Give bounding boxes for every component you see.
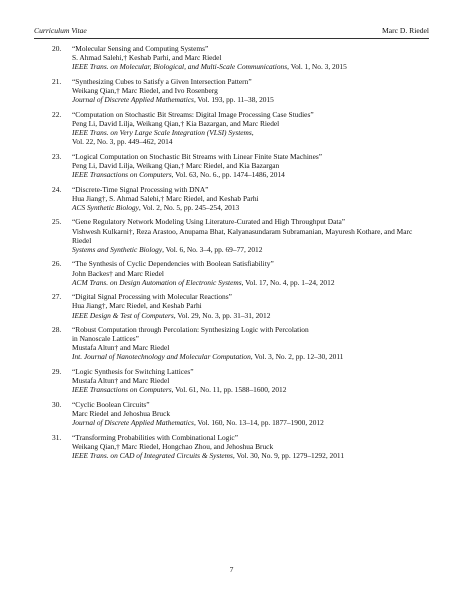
entry-authors: Vishwesh Kulkarni†, Reza Arastoo, Anupama Bhat, Kalyanasundaram Subramanian, Mayuresh Kothare, and Marc Riedel xyxy=(72,226,413,245)
page-header xyxy=(34,26,429,35)
publication-entry xyxy=(34,77,429,104)
entry-number: 20. xyxy=(52,44,62,53)
publication-entry xyxy=(34,44,429,71)
entry-number: 28. xyxy=(52,325,62,335)
entry-title-continued: in Nanoscale Lattices” xyxy=(72,334,139,344)
entry-details: , Vol. 63, No. 6., pp. 1474–1486, 2014 xyxy=(171,169,285,179)
entry-authors: Weikang Qian,† Marc Riedel, Hongchao Zhou, and Jehoshua Bruck xyxy=(72,442,274,451)
entry-venue: ACS Synthetic Biology xyxy=(72,202,139,212)
entry-authors: Hua Jiang†, Marc Riedel, and Keshab Parhi xyxy=(72,301,202,311)
publication-entry xyxy=(34,217,429,253)
entry-title: “The Synthesis of Cyclic Dependencies with Boolean Satisfiability” xyxy=(72,259,274,269)
entry-details: , Vol. 6, No. 3–4, pp. 69–77, 2012 xyxy=(162,244,263,254)
header-title: Curriculum Vitae xyxy=(34,26,87,35)
entry-title: “Digital Signal Processing with Molecular Reactions” xyxy=(72,292,232,302)
entry-details: , Vol. 17, No. 4, pp. 1–24, 2012 xyxy=(241,277,335,287)
header-rule xyxy=(34,38,429,39)
entry-number: 26. xyxy=(52,259,62,269)
entry-details: , Vol. 30, No. 9, pp. 1279–1292, 2011 xyxy=(232,451,345,461)
entry-authors: Weikang Qian,† Marc Riedel, and Ivo Rosenberg xyxy=(72,85,218,95)
page-number: 7 xyxy=(229,565,234,574)
entry-authors: John Backes† and Marc Riedel xyxy=(72,268,164,278)
entry-venue: IEEE Trans. on Very Large Scale Integration (VLSI) Systems xyxy=(72,127,252,137)
entry-details: , Vol. 3, No. 2, pp. 12–30, 2011 xyxy=(250,352,344,362)
entry-title: “Robust Computation through Percolation: Synthesizing Logic with Percolation xyxy=(72,325,309,335)
entry-title: “Synthesizing Cubes to Satisfy a Given Intersection Pattern” xyxy=(72,76,252,86)
entry-venue: IEEE Transactions on Computers xyxy=(72,169,172,179)
publication-entry xyxy=(34,259,429,286)
entry-number: 22. xyxy=(52,109,62,119)
entry-authors: Peng Li, David Lilja, Weikang Qian,† Kia Bazargan, and Marc Riedel xyxy=(72,118,280,128)
publication-entry xyxy=(34,292,429,319)
publication-list xyxy=(34,44,429,466)
entry-venue: IEEE Trans. on Molecular, Biological, and Multi-Scale Communications xyxy=(72,62,288,72)
entry-number: 27. xyxy=(52,292,62,302)
entry-title: “Transforming Probabilities with Combinational Logic” xyxy=(72,432,238,442)
publication-entry xyxy=(34,400,429,427)
entry-details-continued: Vol. 22, No. 3, pp. 449–462, 2014 xyxy=(72,137,173,147)
entry-authors: Marc Riedel and Jehoshua Bruck xyxy=(72,409,171,419)
entry-venue: IEEE Design & Test of Computers xyxy=(72,310,174,320)
entry-number: 31. xyxy=(52,432,62,442)
publication-entry xyxy=(34,185,429,212)
entry-title: “Cyclic Boolean Circuits” xyxy=(72,400,150,410)
entry-title: “Discrete-Time Signal Processing with DNA” xyxy=(72,184,209,194)
entry-venue: IEEE Transactions on Computers xyxy=(72,385,172,395)
entry-title: “Molecular Sensing and Computing Systems” xyxy=(72,44,209,53)
entry-number: 24. xyxy=(52,184,62,194)
entry-number: 25. xyxy=(52,217,62,227)
entry-details: , Vol. 1, No. 3, 2015 xyxy=(287,62,347,72)
entry-details: , Vol. 61, No. 11, pp. 1588–1600, 2012 xyxy=(171,385,287,395)
entry-venue: Int. Journal of Nanotechnology and Molecular Computation xyxy=(72,352,251,362)
header-author: Marc D. Riedel xyxy=(381,26,429,35)
entry-details: , Vol. 29, No. 3, pp. 31–31, 2012 xyxy=(173,310,271,320)
entry-title: “Logic Synthesis for Switching Lattices” xyxy=(72,367,194,377)
entry-details: , Vol. 160, No. 13–14, pp. 1877–1900, 2012 xyxy=(193,418,324,428)
entry-details: , Vol. 2, No. 5, pp. 245–254, 2013 xyxy=(138,202,240,212)
entry-venue: ACM Trans. on Design Automation of Electronic Systems xyxy=(72,277,242,287)
entry-number: 23. xyxy=(52,151,62,161)
entry-details: , xyxy=(251,127,254,137)
entry-number: 30. xyxy=(52,400,62,410)
publication-entry xyxy=(34,110,429,146)
publication-entry xyxy=(34,325,429,361)
entry-authors: S. Ahmad Salehi,† Keshab Parhi, and Marc Riedel xyxy=(72,53,222,63)
entry-authors: Mustafa Altun† and Marc Riedel xyxy=(72,343,170,353)
entry-details: , Vol. 193, pp. 11–38, 2015 xyxy=(193,95,274,105)
publication-entry xyxy=(34,367,429,394)
entry-authors: Peng Li, David Lilja, Weikang Qian,† Marc Riedel, and Kia Bazargan xyxy=(72,160,280,170)
entry-venue: Journal of Discrete Applied Mathematics xyxy=(72,418,194,428)
entry-title: “Gene Regulatory Network Modeling Using Literature-Curated and High Throughput Data” xyxy=(72,217,346,227)
entry-venue: Systems and Synthetic Biology xyxy=(72,244,163,254)
entry-authors: Hua Jiang†, S. Ahmad Salehi,† Marc Riedel, and Keshab Parhi xyxy=(72,193,259,203)
entry-venue: IEEE Trans. on CAD of Integrated Circuits & Systems xyxy=(72,451,233,461)
entry-number: 21. xyxy=(52,76,62,86)
publication-entry xyxy=(34,433,429,460)
entry-number: 29. xyxy=(52,367,62,377)
entry-authors: Mustafa Altun† and Marc Riedel xyxy=(72,376,170,386)
entry-title: “Computation on Stochastic Bit Streams: Digital Image Processing Case Studies” xyxy=(72,109,314,119)
entry-title: “Logical Computation on Stochastic Bit Streams with Linear Finite State Machines” xyxy=(72,151,323,161)
entry-venue: Journal of Discrete Applied Mathematics xyxy=(72,95,194,105)
publication-entry xyxy=(34,152,429,179)
